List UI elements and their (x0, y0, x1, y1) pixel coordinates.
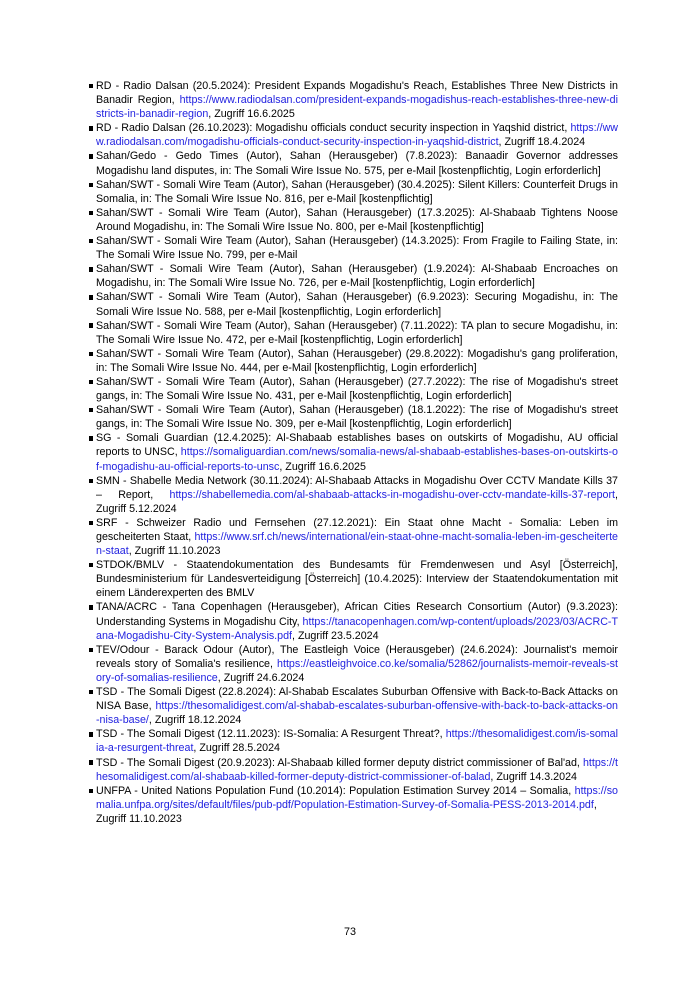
reference-text-segment: SRF - Schweizer Radio und Fernsehen (27.12.2021): Ein Staat ohne Macht - Somalia: Leben im gescheiterten Staat, (96, 516, 618, 543)
reference-text (96, 785, 618, 825)
reference-text-segment: , Zugriff 16.6.2025 (279, 460, 366, 473)
reference-text-segment: RD - Radio Dalsan (26.10.2023): Mogadishu officials conduct security inspection in Yaqshid district, (96, 122, 571, 135)
page-number: 73 (343, 926, 356, 938)
reference-text-segment: , Zugriff 11.10.2023 (128, 545, 221, 558)
reference-text (96, 263, 618, 289)
reference-text (96, 80, 618, 120)
reference-text-segment: , Zugriff 11.10.2023 (96, 798, 597, 825)
bullet-square-icon (89, 126, 93, 130)
reference-item (96, 643, 618, 685)
reference-text-segment: , Zugriff 28.5.2024 (193, 742, 280, 755)
reference-text (96, 517, 618, 557)
reference-text (96, 601, 618, 641)
reference-item (96, 600, 618, 642)
reference-text-segment: , Zugriff 18.12.2024 (148, 714, 242, 727)
reference-link[interactable]: https://eastleighvoice.co.ke/somalia/52862/journalists-memoir-reveals-story-of-somalias-resilience (96, 657, 618, 684)
reference-text-segment: RD - Radio Dalsan (20.5.2024): President Expands Mogadishu's Reach, Establishes Three New Districts in Banadir Region, (96, 80, 618, 107)
reference-item (96, 431, 618, 473)
reference-text (96, 432, 618, 472)
reference-text (96, 235, 618, 261)
reference-text-segment: Sahan/SWT - Somali Wire Team (Autor), Sahan (Herausgeber) (29.8.2022): Mogadishu's gang proliferation, in: The Somali Wire Issue No. 444, per e-Mail [kostenpflichtig, Login erforderlich] (96, 347, 618, 374)
reference-link[interactable]: https://tanacopenhagen.com/wp-content/uploads/2023/03/ACRC-Tana-Mogadishu-City-System-Analysis.pdf (96, 615, 619, 642)
reference-text-segment: Sahan/SWT - Somali Wire Team (Autor), Sahan (Herausgeber) (17.3.2025): Al-Shabaab Tightens Noose Around Mogadishu, in: The Somali Wire Issue No. 800, per e-Mail [kostenpflichtig] (96, 206, 618, 233)
reference-text-segment: TSD - The Somali Digest (12.11.2023): IS-Somalia: A Resurgent Threat?, (96, 728, 446, 741)
bullet-square-icon (89, 690, 93, 694)
reference-list (89, 79, 618, 826)
reference-link[interactable]: https://www.radiodalsan.com/mogadishu-officials-conduct-security-inspection-in-yaqshid-district (96, 122, 618, 149)
bullet-square-icon (89, 760, 93, 764)
bullet-square-icon (89, 295, 93, 299)
reference-item (96, 784, 618, 826)
reference-text-segment: Sahan/SWT - Somali Wire Team (Autor), Sahan (Herausgeber) (6.9.2023): Securing Mogadishu, in: The Somali Wire Issue No. 588, per e-Mail [kostenpflichtig, Login erforderlich] (96, 291, 618, 318)
reference-item (96, 727, 618, 755)
bullet-square-icon (89, 84, 93, 88)
reference-text-segment: , Zugriff 14.3.2024 (490, 770, 577, 783)
reference-link[interactable]: https://somalia.unfpa.org/sites/default/files/pub-pdf/Population-Estimation-Survey-of-Somalia-PESS-2013-2014.pdf (96, 784, 618, 811)
reference-text (96, 644, 618, 684)
reference-text (96, 179, 618, 205)
bullet-square-icon (89, 648, 93, 652)
reference-text-segment: Sahan/SWT - Somali Wire Team (Autor), Sahan (Herausgeber) (14.3.2025): From Fragile to Failing State, in: The Somali Wire Issue No. 799, per e-Mail (96, 235, 618, 262)
reference-item (96, 403, 618, 431)
reference-text-segment: TEV/Odour - Barack Odour (Autor), The Eastleigh Voice (Herausgeber) (24.6.2024): Journalist's memoir reveals story of Somalia's resilience, (96, 643, 618, 670)
bullet-square-icon (89, 267, 93, 271)
reference-item (96, 516, 618, 558)
reference-link[interactable]: https://thesomalidigest.com/al-shabab-escalates-suburban-offensive-with-back-to-back-attacks-on-nisa-base/ (96, 700, 618, 727)
bullet-square-icon (89, 408, 93, 412)
reference-item (96, 474, 618, 516)
reference-text (96, 122, 618, 148)
reference-item (96, 290, 618, 318)
reference-text (96, 207, 618, 233)
reference-link[interactable]: https://thesomalidigest.com/is-somalia-a-resurgent-threat (96, 728, 618, 755)
reference-text-segment: SG - Somali Guardian (12.4.2025): Al-Shabaab establishes bases on outskirts of Mogadishu, AU official reports to UNSC, (96, 432, 618, 459)
reference-item (96, 756, 618, 784)
reference-link[interactable]: https://shabellemedia.com/al-shabaab-attacks-in-mogadishu-over-cctv-mandate-kills-37-report (169, 488, 616, 501)
reference-text (96, 559, 618, 599)
reference-text (96, 728, 618, 754)
bullet-square-icon (89, 605, 93, 609)
reference-item (96, 149, 618, 177)
reference-link[interactable]: https://thesomalidigest.com/al-shabaab-killed-former-deputy-district-commissioner-of-balad (96, 756, 618, 783)
reference-text-segment: Sahan/SWT - Somali Wire Team (Autor), Sahan (Herausgeber) (1.9.2024): Al-Shabaab Encroaches on Mogadishu, in: The Somali Wire Issue No. 726, per e-Mail [kostenpflichtig, Login erforderlich] (96, 263, 618, 290)
reference-item (96, 262, 618, 290)
reference-text (96, 376, 618, 402)
reference-text-segment: STDOK/BMLV - Staatendokumentation des Bundesamts für Fremdenwesen und Asyl [Österreich], Bundesministerium für Landesverteidigung [Österreich] (10.4.2025): Interview der Staatendokumentation mit einem Länderexperten des BMLV (96, 559, 618, 600)
reference-text-segment: TSD - The Somali Digest (20.9.2023): Al-Shabaab killed former deputy district commissioner of Bal'ad, (96, 756, 583, 769)
bullet-square-icon (89, 239, 93, 243)
reference-text-segment: UNFPA - United Nations Population Fund (10.2014): Population Estimation Survey 2014 – Somalia, (96, 784, 575, 797)
reference-text-segment: , Zugriff 23.5.2024 (292, 629, 379, 642)
reference-item (96, 558, 618, 600)
reference-text-segment: , Zugriff 16.6.2025 (208, 108, 295, 121)
reference-text (96, 320, 618, 346)
reference-text (96, 404, 618, 430)
bullet-square-icon (89, 211, 93, 215)
bullet-square-icon (89, 789, 93, 793)
reference-item (96, 121, 618, 149)
reference-text (96, 150, 618, 176)
reference-link[interactable]: https://somaliguardian.com/news/somalia-news/al-shabaab-establishes-bases-on-outskirts-of-mogadishu-au-official-reports-to-unsc (96, 446, 618, 473)
reference-text-segment: TANA/ACRC - Tana Copenhagen (Herausgeber), African Cities Research Consortium (Autor) (9.3.2023): Understanding Systems in Mogadishu City, (96, 601, 618, 628)
reference-item (96, 206, 618, 234)
bullet-square-icon (89, 521, 93, 525)
bullet-square-icon (89, 323, 93, 327)
reference-item (96, 375, 618, 403)
reference-item (96, 178, 618, 206)
reference-text-segment: , Zugriff 24.6.2024 (217, 671, 305, 684)
reference-item (96, 234, 618, 262)
reference-link[interactable]: https://www.radiodalsan.com/president-expands-mogadishus-reach-establishes-three-new-districts-in-banadir-region (96, 94, 618, 121)
reference-text-segment: SMN - Shabelle Media Network (30.11.2024): Al-Shabaab Attacks in Mogadishu Over CCTV Mandate Kills 37 – Report, (96, 474, 618, 501)
reference-text (96, 475, 618, 515)
bullet-square-icon (89, 436, 93, 440)
bullet-square-icon (89, 380, 93, 384)
reference-text-segment: Sahan/SWT - Somali Wire Team (Autor), Sahan (Herausgeber) (30.4.2025): Silent Killers: Counterfeit Drugs in Somalia, in: The Somali Wire Issue No. 816, per e-Mail [kostenpflichtig] (96, 178, 618, 205)
reference-item (96, 347, 618, 375)
reference-link[interactable]: https://www.srf.ch/news/international/ein-staat-ohne-macht-somalia-leben-im-gescheiterten-staat (96, 531, 618, 558)
reference-text-segment: , Zugriff 18.4.2024 (498, 136, 586, 149)
reference-text-segment: Sahan/SWT - Somali Wire Team (Autor), Sahan (Herausgeber) (7.11.2022): TA plan to secure Mogadishu, in: The Somali Wire Issue No. 472, per e-Mail [kostenpflichtig, Login erforderlich] (96, 319, 618, 346)
reference-text (96, 291, 618, 317)
reference-text (96, 757, 618, 783)
reference-text (96, 348, 618, 374)
bullet-square-icon (89, 352, 93, 356)
reference-item (96, 685, 618, 727)
reference-item (96, 319, 618, 347)
bullet-square-icon (89, 154, 93, 158)
reference-text (96, 686, 618, 726)
reference-text-segment: Sahan/SWT - Somali Wire Team (Autor), Sahan (Herausgeber) (18.1.2022): The rise of Mogadishu's street gangs, in: The Somali Wire Issue No. 309, per e-Mail [kostenpflichtig, Login erforderlich] (96, 404, 618, 431)
reference-text-segment: TSD - The Somali Digest (22.8.2024): Al-Shabab Escalates Suburban Offensive with Back-to-Back Attacks on NISA Base, (96, 686, 618, 713)
reference-item (96, 79, 618, 121)
bullet-square-icon (89, 732, 93, 736)
bullet-square-icon (89, 563, 93, 567)
reference-text-segment: Sahan/SWT - Somali Wire Team (Autor), Sahan (Herausgeber) (27.7.2022): The rise of Mogadishu's street gangs, in: The Somali Wire Issue No. 431, per e-Mail [kostenpflichtig, Login erforderlich] (96, 375, 618, 403)
reference-text-segment: , Zugriff 5.12.2024 (96, 488, 618, 515)
bullet-square-icon (89, 183, 93, 187)
bullet-square-icon (89, 479, 93, 483)
reference-text-segment: Sahan/Gedo - Gedo Times (Autor), Sahan (Herausgeber) (7.8.2023): Banaadir Governor addresses Mogadishu land disputes, in: The Somali Wire Issue No. 575, per e-Mail [kostenpflichtig, Login erforderlich] (96, 150, 618, 177)
